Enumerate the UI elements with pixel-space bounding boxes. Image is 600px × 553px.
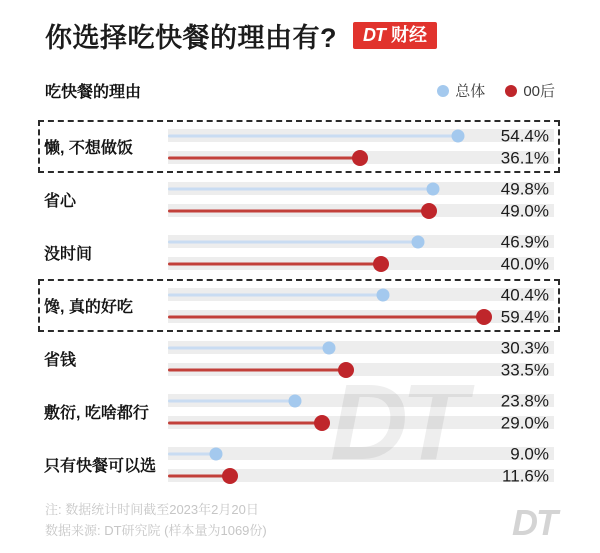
footer-note-1: 注: 数据统计时间截至2023年2月20日 <box>45 502 259 517</box>
chart-row <box>38 385 560 438</box>
brand-badge <box>353 22 437 49</box>
overall-value-label: 40.4% <box>500 285 549 304</box>
category-label: 馋, 真的好吃 <box>44 299 133 316</box>
chart-row <box>38 120 560 173</box>
overall-dot <box>411 235 424 248</box>
legend-label-post00s: 00后 <box>523 83 555 100</box>
overall-value-label: 23.8% <box>500 391 549 410</box>
overall-bar-track <box>168 285 554 304</box>
legend-dot-overall <box>437 85 449 97</box>
category-label: 敷衍, 吃啥都行 <box>44 405 149 422</box>
legend-item-post00s <box>505 80 555 101</box>
overall-bar-line <box>168 293 383 296</box>
overall-bar-line <box>168 346 329 349</box>
post00s-bar-line <box>168 421 322 424</box>
row-bars <box>168 444 554 485</box>
overall-bar-line <box>168 399 295 402</box>
post00s-value-label: 29.0% <box>500 413 549 432</box>
overall-value-label: 54.4% <box>500 126 549 145</box>
chart-row <box>38 173 560 226</box>
overall-bar-track <box>168 444 554 463</box>
overall-bar-track <box>168 338 554 357</box>
header <box>0 0 600 55</box>
post00s-dot <box>338 362 354 378</box>
overall-dot <box>209 447 222 460</box>
overall-bar-line <box>168 134 458 137</box>
category-label: 省钱 <box>44 352 77 369</box>
post00s-bar-track <box>168 254 554 273</box>
row-bars <box>168 126 554 167</box>
overall-bar-line <box>168 240 418 243</box>
post00s-bar-line <box>168 262 381 265</box>
overall-value-label: 49.8% <box>500 179 549 198</box>
chart-row <box>38 279 560 332</box>
post00s-value-label: 36.1% <box>500 148 549 167</box>
chart-title: 吃快餐的理由 <box>45 84 142 101</box>
post00s-value-label: 59.4% <box>500 307 549 326</box>
page-title: 你选择吃快餐的理由有? <box>45 23 337 53</box>
post00s-bar-track <box>168 201 554 220</box>
overall-value-label: 46.9% <box>500 232 549 251</box>
overall-dot <box>377 288 390 301</box>
chart-row <box>38 438 560 491</box>
post00s-dot <box>476 309 492 325</box>
legend-dot-post00s <box>505 85 517 97</box>
post00s-bar-line <box>168 209 429 212</box>
overall-dot <box>288 394 301 407</box>
legend-item-overall <box>437 80 485 101</box>
post00s-dot <box>373 256 389 272</box>
post00s-dot <box>421 203 437 219</box>
category-label: 懒, 不想做饭 <box>44 140 133 157</box>
brand-badge-dt: DT <box>363 25 385 45</box>
post00s-bar-track <box>168 148 554 167</box>
overall-dot <box>427 182 440 195</box>
overall-bar-track <box>168 391 554 410</box>
post00s-dot <box>314 415 330 431</box>
row-bars <box>168 232 554 273</box>
post00s-value-label: 33.5% <box>500 360 549 379</box>
post00s-bar-track <box>168 466 554 485</box>
overall-bar-track <box>168 179 554 198</box>
overall-dot <box>323 341 336 354</box>
overall-bar-line <box>168 187 433 190</box>
brand-badge-suffix: 财经 <box>391 25 427 45</box>
footer <box>45 499 556 541</box>
footer-notes <box>45 499 267 541</box>
post00s-bar-line <box>168 315 484 318</box>
overall-value-label: 30.3% <box>500 338 549 357</box>
row-bars <box>168 338 554 379</box>
footer-note-2: 数据来源: DT研究院 (样本量为1069份) <box>45 523 267 538</box>
post00s-bar-line <box>168 368 346 371</box>
overall-dot <box>451 129 464 142</box>
post00s-bar-track <box>168 307 554 326</box>
post00s-bar-track <box>168 413 554 432</box>
post00s-bar-line <box>168 156 360 159</box>
dt-logo: DT <box>512 502 556 543</box>
legend-label-overall: 总体 <box>455 83 486 100</box>
post00s-bar-track <box>168 360 554 379</box>
row-bars <box>168 391 554 432</box>
chart-rows <box>0 120 600 491</box>
overall-value-label: 9.0% <box>510 444 549 463</box>
category-label: 只有快餐可以选 <box>44 458 157 475</box>
legend <box>437 80 555 101</box>
overall-bar-track <box>168 232 554 251</box>
category-label: 省心 <box>44 193 77 210</box>
post00s-dot <box>352 150 368 166</box>
post00s-dot <box>222 468 238 484</box>
row-bars <box>168 179 554 220</box>
post00s-bar-line <box>168 474 230 477</box>
chart-row <box>38 332 560 385</box>
chart-header <box>0 79 600 102</box>
post00s-value-label: 49.0% <box>500 201 549 220</box>
post00s-value-label: 11.6% <box>502 466 549 485</box>
row-bars <box>168 285 554 326</box>
category-label: 没时间 <box>44 246 93 263</box>
chart-row <box>38 226 560 279</box>
post00s-value-label: 40.0% <box>500 254 549 273</box>
overall-bar-track <box>168 126 554 145</box>
